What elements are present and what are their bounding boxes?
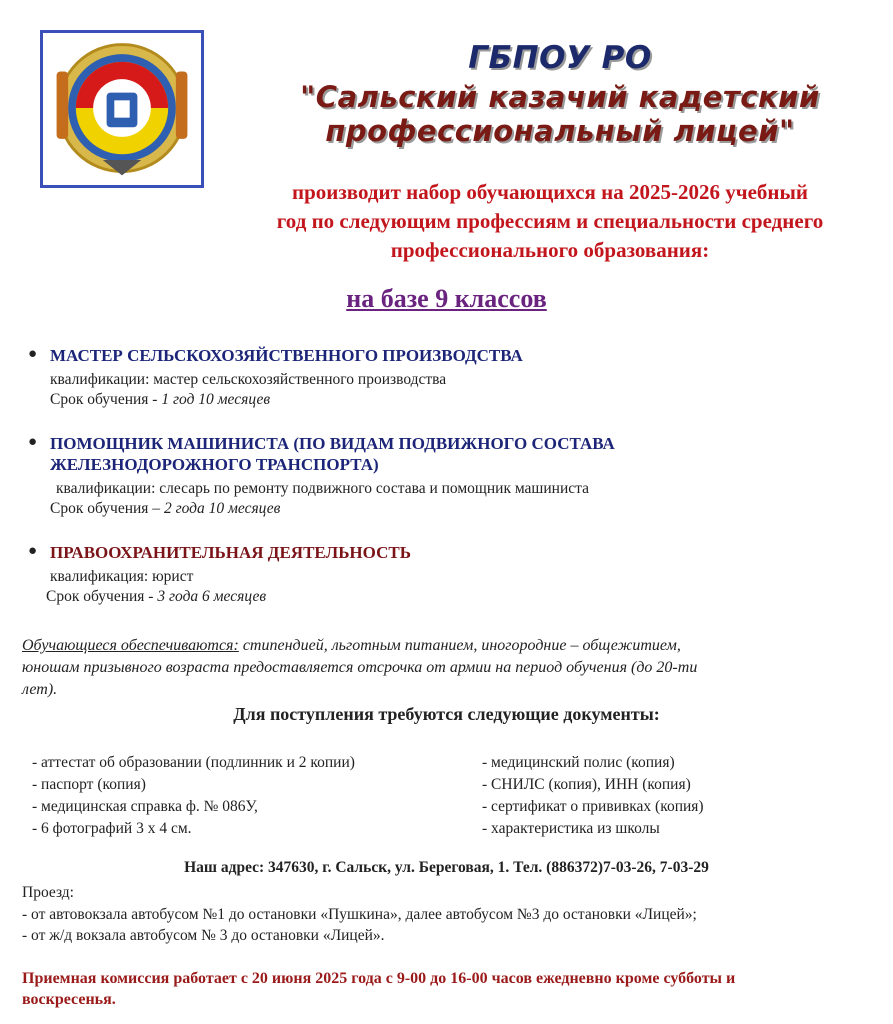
bullet-icon: ●	[28, 543, 38, 559]
institution-name-line2: профессиональный лицей"	[325, 114, 795, 148]
term-label: Срок обучения –	[50, 500, 164, 517]
term-label: Срок обучения -	[46, 588, 158, 605]
benefits-line-3: лет).	[22, 681, 58, 698]
profession-title-2b: ЖЕЛЕЗНОДОРОЖНОГО ТРАНСПОРТА)	[50, 455, 379, 474]
address: Наш адрес: 347630, г. Сальск, ул. Береговая, 1. Тел. (886372)7-03-26, 7-03-29	[184, 859, 709, 876]
intro-line-2: год по следующим профессиям и специальности среднего	[276, 209, 824, 233]
base-title: на базе 9 классов	[346, 284, 547, 313]
doc-right-3: - сертификат о прививках (копия)	[482, 798, 704, 815]
admission-schedule	[22, 968, 882, 1010]
profession-title-2a: ПОМОЩНИК МАШИНИСТА (ПО ВИДАМ ПОДВИЖНОГО СОСТАВА	[50, 434, 615, 453]
doc-right-1: - медицинский полис (копия)	[482, 754, 675, 771]
term-label: Срок обучения -	[50, 391, 162, 408]
term-value: 2 года 10 месяцев	[163, 500, 281, 517]
doc-right-4: - характеристика из школы	[482, 820, 660, 837]
admission-line-2: воскресенья.	[22, 991, 116, 1008]
intro-line-1: производит набор обучающихся на 2025-2026 учебный	[291, 180, 809, 204]
profession-title-1: МАСТЕР СЕЛЬСКОХОЗЯЙСТВЕННОГО ПРОИЗВОДСТВА	[50, 346, 523, 365]
benefits-line-1	[22, 635, 882, 657]
lyceum-emblem	[40, 30, 204, 188]
benefits-text: стипендией, льготным питанием, иногородние – общежитием,	[238, 637, 681, 654]
doc-right-2: - СНИЛС (копия), ИНН (копия)	[482, 776, 691, 793]
bullet-icon: ●	[28, 434, 38, 450]
documents-title: Для поступления требуются следующие документы:	[233, 704, 660, 724]
emblem-graphic	[43, 33, 201, 185]
benefits-line-2: юношам призывного возраста предоставляется отсрочка от армии на период обучения (до 20-ти	[22, 659, 698, 676]
route-label: Проезд:	[22, 884, 74, 901]
profession-term-3	[46, 587, 266, 607]
profession-term-1	[50, 390, 270, 410]
bullet-icon: ●	[28, 346, 38, 362]
route-item-1: - от автовокзала автобусом №1 до остановки «Пушкина», далее автобусом №3 до остановки «Лицей»;	[22, 906, 697, 923]
benefits-label: Обучающиеся обеспечиваются:	[22, 637, 239, 654]
route-item-2: - от ж/д вокзала автобусом № 3 до остановки «Лицей».	[22, 927, 385, 944]
profession-term-2	[50, 499, 280, 519]
admission-line-1: Приемная комиссия работает с 20 июня 2025 года с 9-00 до 16-00 часов ежедневно кроме субботы и	[22, 970, 736, 987]
profession-title-3: ПРАВООХРАНИТЕЛЬНАЯ ДЕЯТЕЛЬНОСТЬ	[50, 543, 411, 562]
institution-name-line1: "Сальский казачий кадетский	[300, 80, 820, 114]
profession-qualification-1: квалификации: мастер сельскохозяйственного производства	[50, 371, 447, 388]
doc-left-3: - медицинская справка ф. № 086У,	[32, 798, 258, 815]
doc-left-2: - паспорт (копия)	[32, 776, 146, 793]
doc-left-4: - 6 фотографий 3 х 4 см.	[32, 820, 192, 837]
term-value: 3 года 6 месяцев	[157, 588, 267, 605]
profession-qualification-2: квалификации: слесарь по ремонту подвижного состава и помощник машиниста	[56, 480, 589, 497]
intro-line-3: профессионального образования:	[390, 238, 710, 262]
profession-qualification-3: квалификация: юрист	[50, 568, 194, 585]
institution-abbr: ГБПОУ РО	[468, 40, 652, 76]
term-value: 1 год 10 месяцев	[161, 391, 271, 408]
doc-left-1: - аттестат об образовании (подлинник и 2 копии)	[32, 754, 355, 771]
